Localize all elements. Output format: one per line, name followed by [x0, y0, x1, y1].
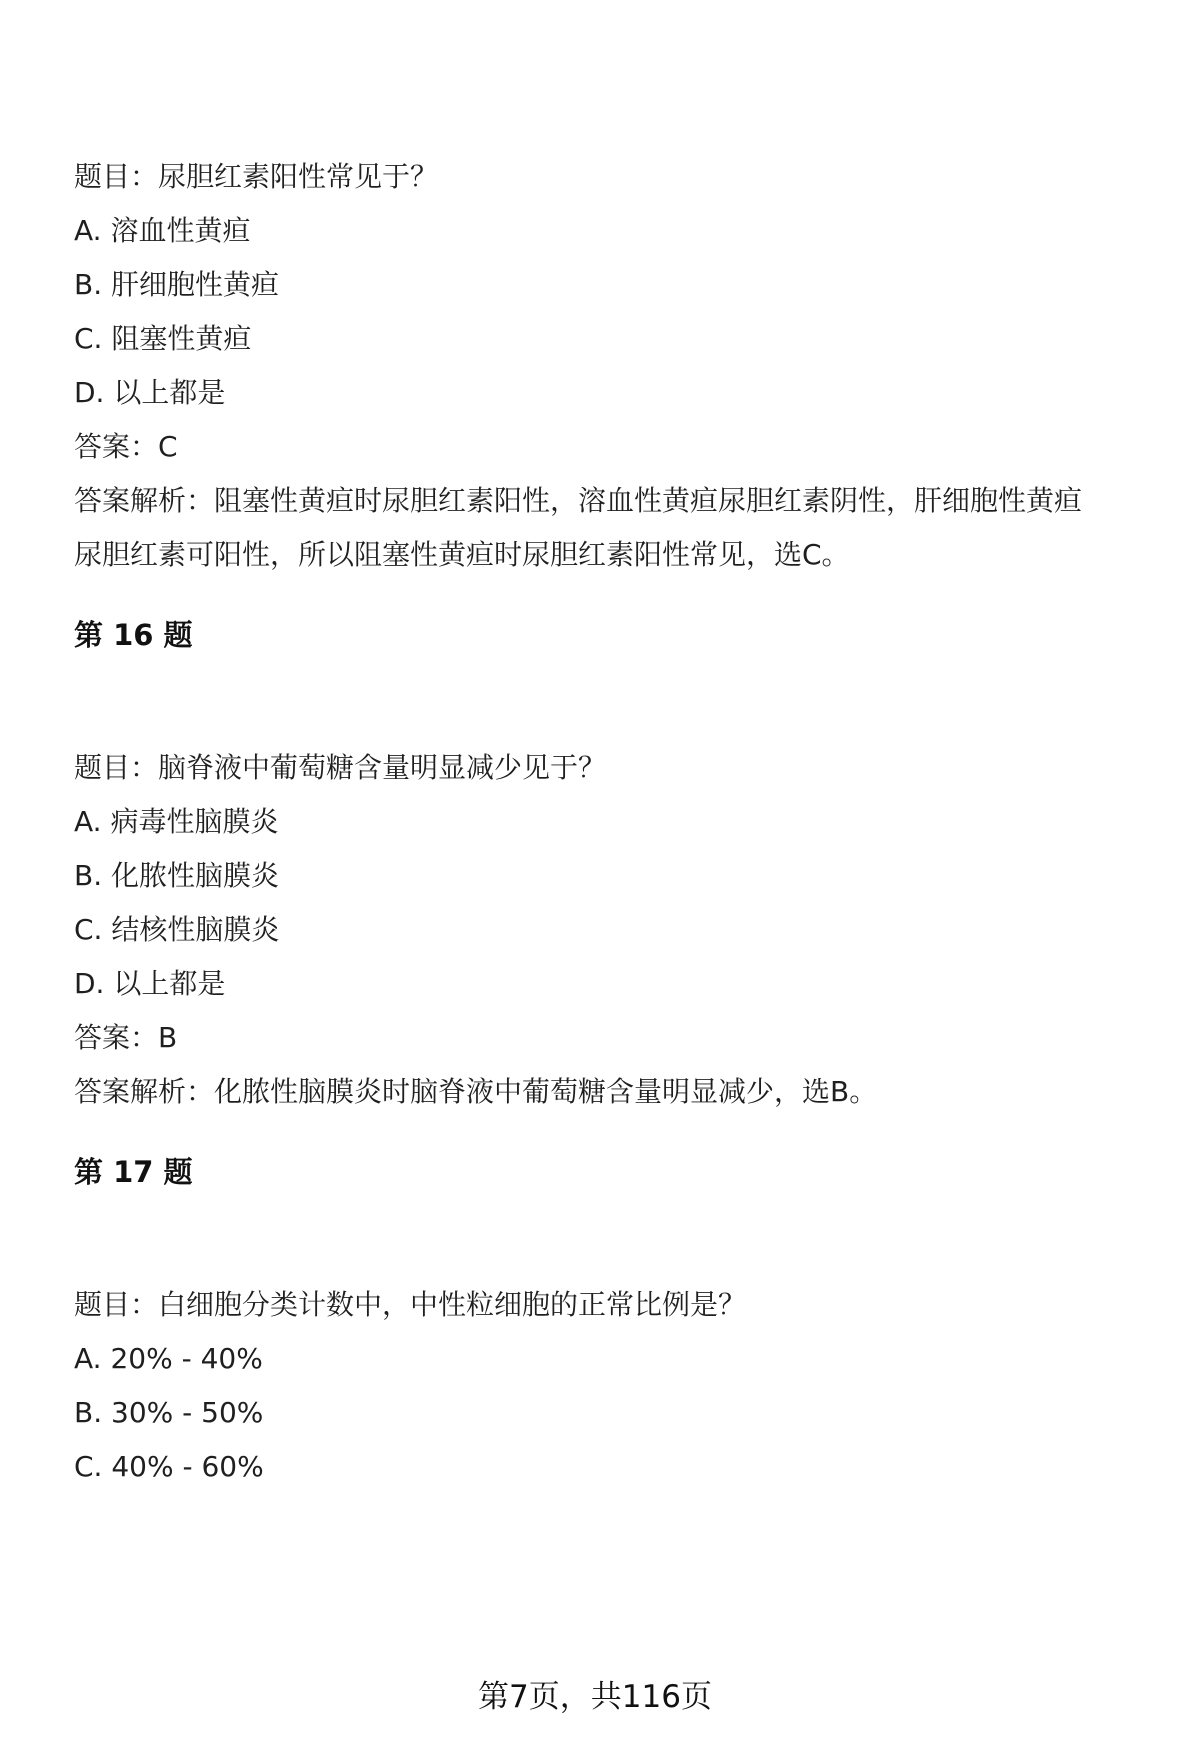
answer-text: 答案：C [74, 430, 178, 463]
option-b: B. 化脓性脑膜炎 [74, 859, 280, 892]
option-b: B. 30% - 50% [74, 1396, 264, 1429]
question-heading: 第 17 题 [74, 1155, 193, 1189]
option-a: A. 20% - 40% [74, 1342, 263, 1375]
question-heading: 第 16 题 [74, 618, 193, 652]
page-number-footer: 第7页，共116页 [478, 1679, 712, 1715]
question-text: 题目：脑脊液中葡萄糖含量明显减少见于？ [74, 751, 607, 784]
option-c: C. 阻塞性黄疸 [74, 322, 252, 355]
option-c: C. 结核性脑膜炎 [74, 913, 280, 946]
option-b: B. 肝细胞性黄疸 [74, 268, 280, 301]
option-a: A. 溶血性黄疸 [74, 214, 251, 247]
option-d: D. 以上都是 [74, 376, 226, 409]
explanation-text-continued: 尿胆红素可阳性，所以阻塞性黄疸时尿胆红素阳性常见，选C。 [74, 538, 850, 571]
option-a: A. 病毒性脑膜炎 [74, 805, 279, 838]
explanation-text: 答案解析：阻塞性黄疸时尿胆红素阳性，溶血性黄疸尿胆红素阴性，肝细胞性黄疸 [74, 484, 1083, 517]
question-text: 题目：尿胆红素阳性常见于？ [74, 160, 439, 193]
question-text: 题目：白细胞分类计数中，中性粒细胞的正常比例是？ [74, 1288, 747, 1321]
option-d: D. 以上都是 [74, 967, 226, 1000]
answer-text: 答案：B [74, 1021, 178, 1054]
option-c: C. 40% - 60% [74, 1450, 264, 1483]
explanation-text: 答案解析：化脓性脑膜炎时脑脊液中葡萄糖含量明显减少，选B。 [74, 1075, 878, 1108]
